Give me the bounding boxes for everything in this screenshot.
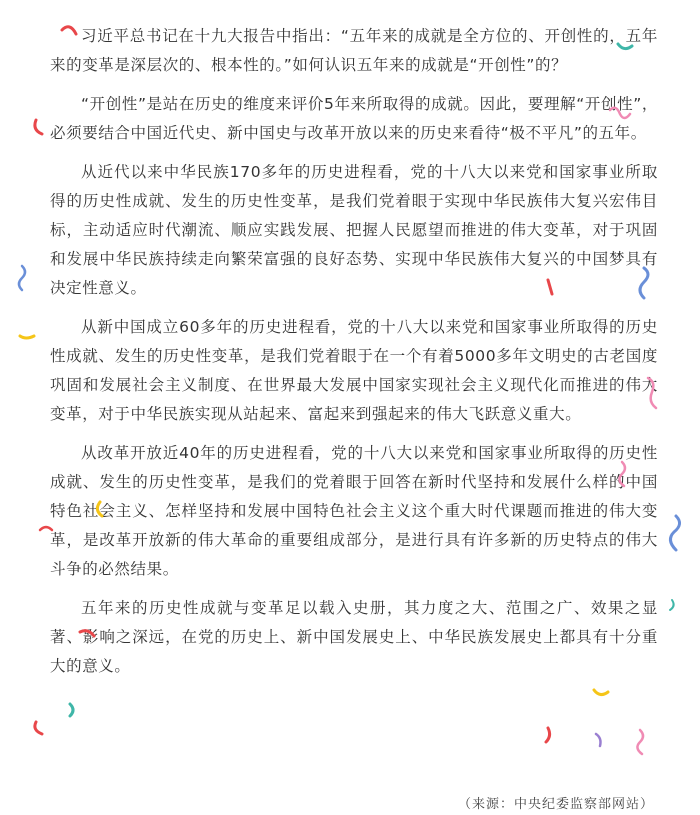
confetti-ribbon-red <box>35 722 42 734</box>
confetti-ribbon-teal <box>670 600 674 610</box>
confetti-ribbon-blue <box>670 516 679 550</box>
confetti-ribbon-red <box>546 728 550 742</box>
confetti-ribbon-pink <box>637 730 643 754</box>
paragraph-3: 从近代以来中华民族170多年的历史进程看，党的十八大以来党和国家事业所取得的历史性成就、发生的历史性变革，是我们党着眼于实现中华民族伟大复兴宏伟目标，主动适应时代潮流、顺应实践发展、把握人民愿望而推进的伟大变革，对于巩固和发展中华民族持续走向繁荣富强的良好态势、实现中华民族伟大复兴的中国梦具有决定性意义。 <box>50 163 658 297</box>
paragraph-4: 从新中国成立60多年的历史进程看，党的十八大以来党和国家事业所取得的历史性成就、发生的历史性变革，是我们党着眼于在一个有着5000多年文明史的古老国度巩固和发展社会主义制度、在世界最大发展中国家实现社会主义现代化而推进的伟大变革，对于中华民族实现从站起来、富起来到强起来的伟大飞跃意义重大。 <box>50 318 658 423</box>
confetti-ribbon-purple <box>596 734 601 746</box>
paragraph-1: 习近平总书记在十九大报告中指出：“五年来的成就是全方位的、开创性的，五年来的变革是深层次的、根本性的。”如何认识五年来的成就是“开创性”的？ <box>50 27 658 74</box>
paragraph-5: 从改革开放近40年的历史进程看，党的十八大以来党和国家事业所取得的历史性成就、发生的历史性变革，是我们的党着眼于回答在新时代坚持和发展什么样的中国特色社会主义、怎样坚持和发展中国特色社会主义这个重大时代课题而推进的伟大变革，是改革开放新的伟大革命的重要组成部分，是进行具有许多新的历史特点的伟大斗争的必然结果。 <box>50 444 658 578</box>
paragraph-2: “开创性”是站在历史的维度来评价5年来所取得的成就。因此，要理解“开创性”，必须要结合中国近代史、新中国史与改革开放以来的历史来看待“极不平凡”的五年。 <box>50 95 658 142</box>
article-body <box>50 22 658 691</box>
confetti-ribbon-teal <box>70 704 73 716</box>
confetti-ribbon-yellow <box>20 336 34 338</box>
confetti-ribbon-red <box>35 120 42 134</box>
paragraph-6: 五年来的历史性成就与变革足以载入史册，其力度之大、范围之广、效果之显著、影响之深远，在党的历史上、新中国发展史上、中华民族发展史上都具有十分重大的意义。 <box>50 599 658 675</box>
confetti-ribbon-blue <box>19 266 25 290</box>
source-credit: （来源：中央纪委监察部网站） <box>457 797 654 812</box>
